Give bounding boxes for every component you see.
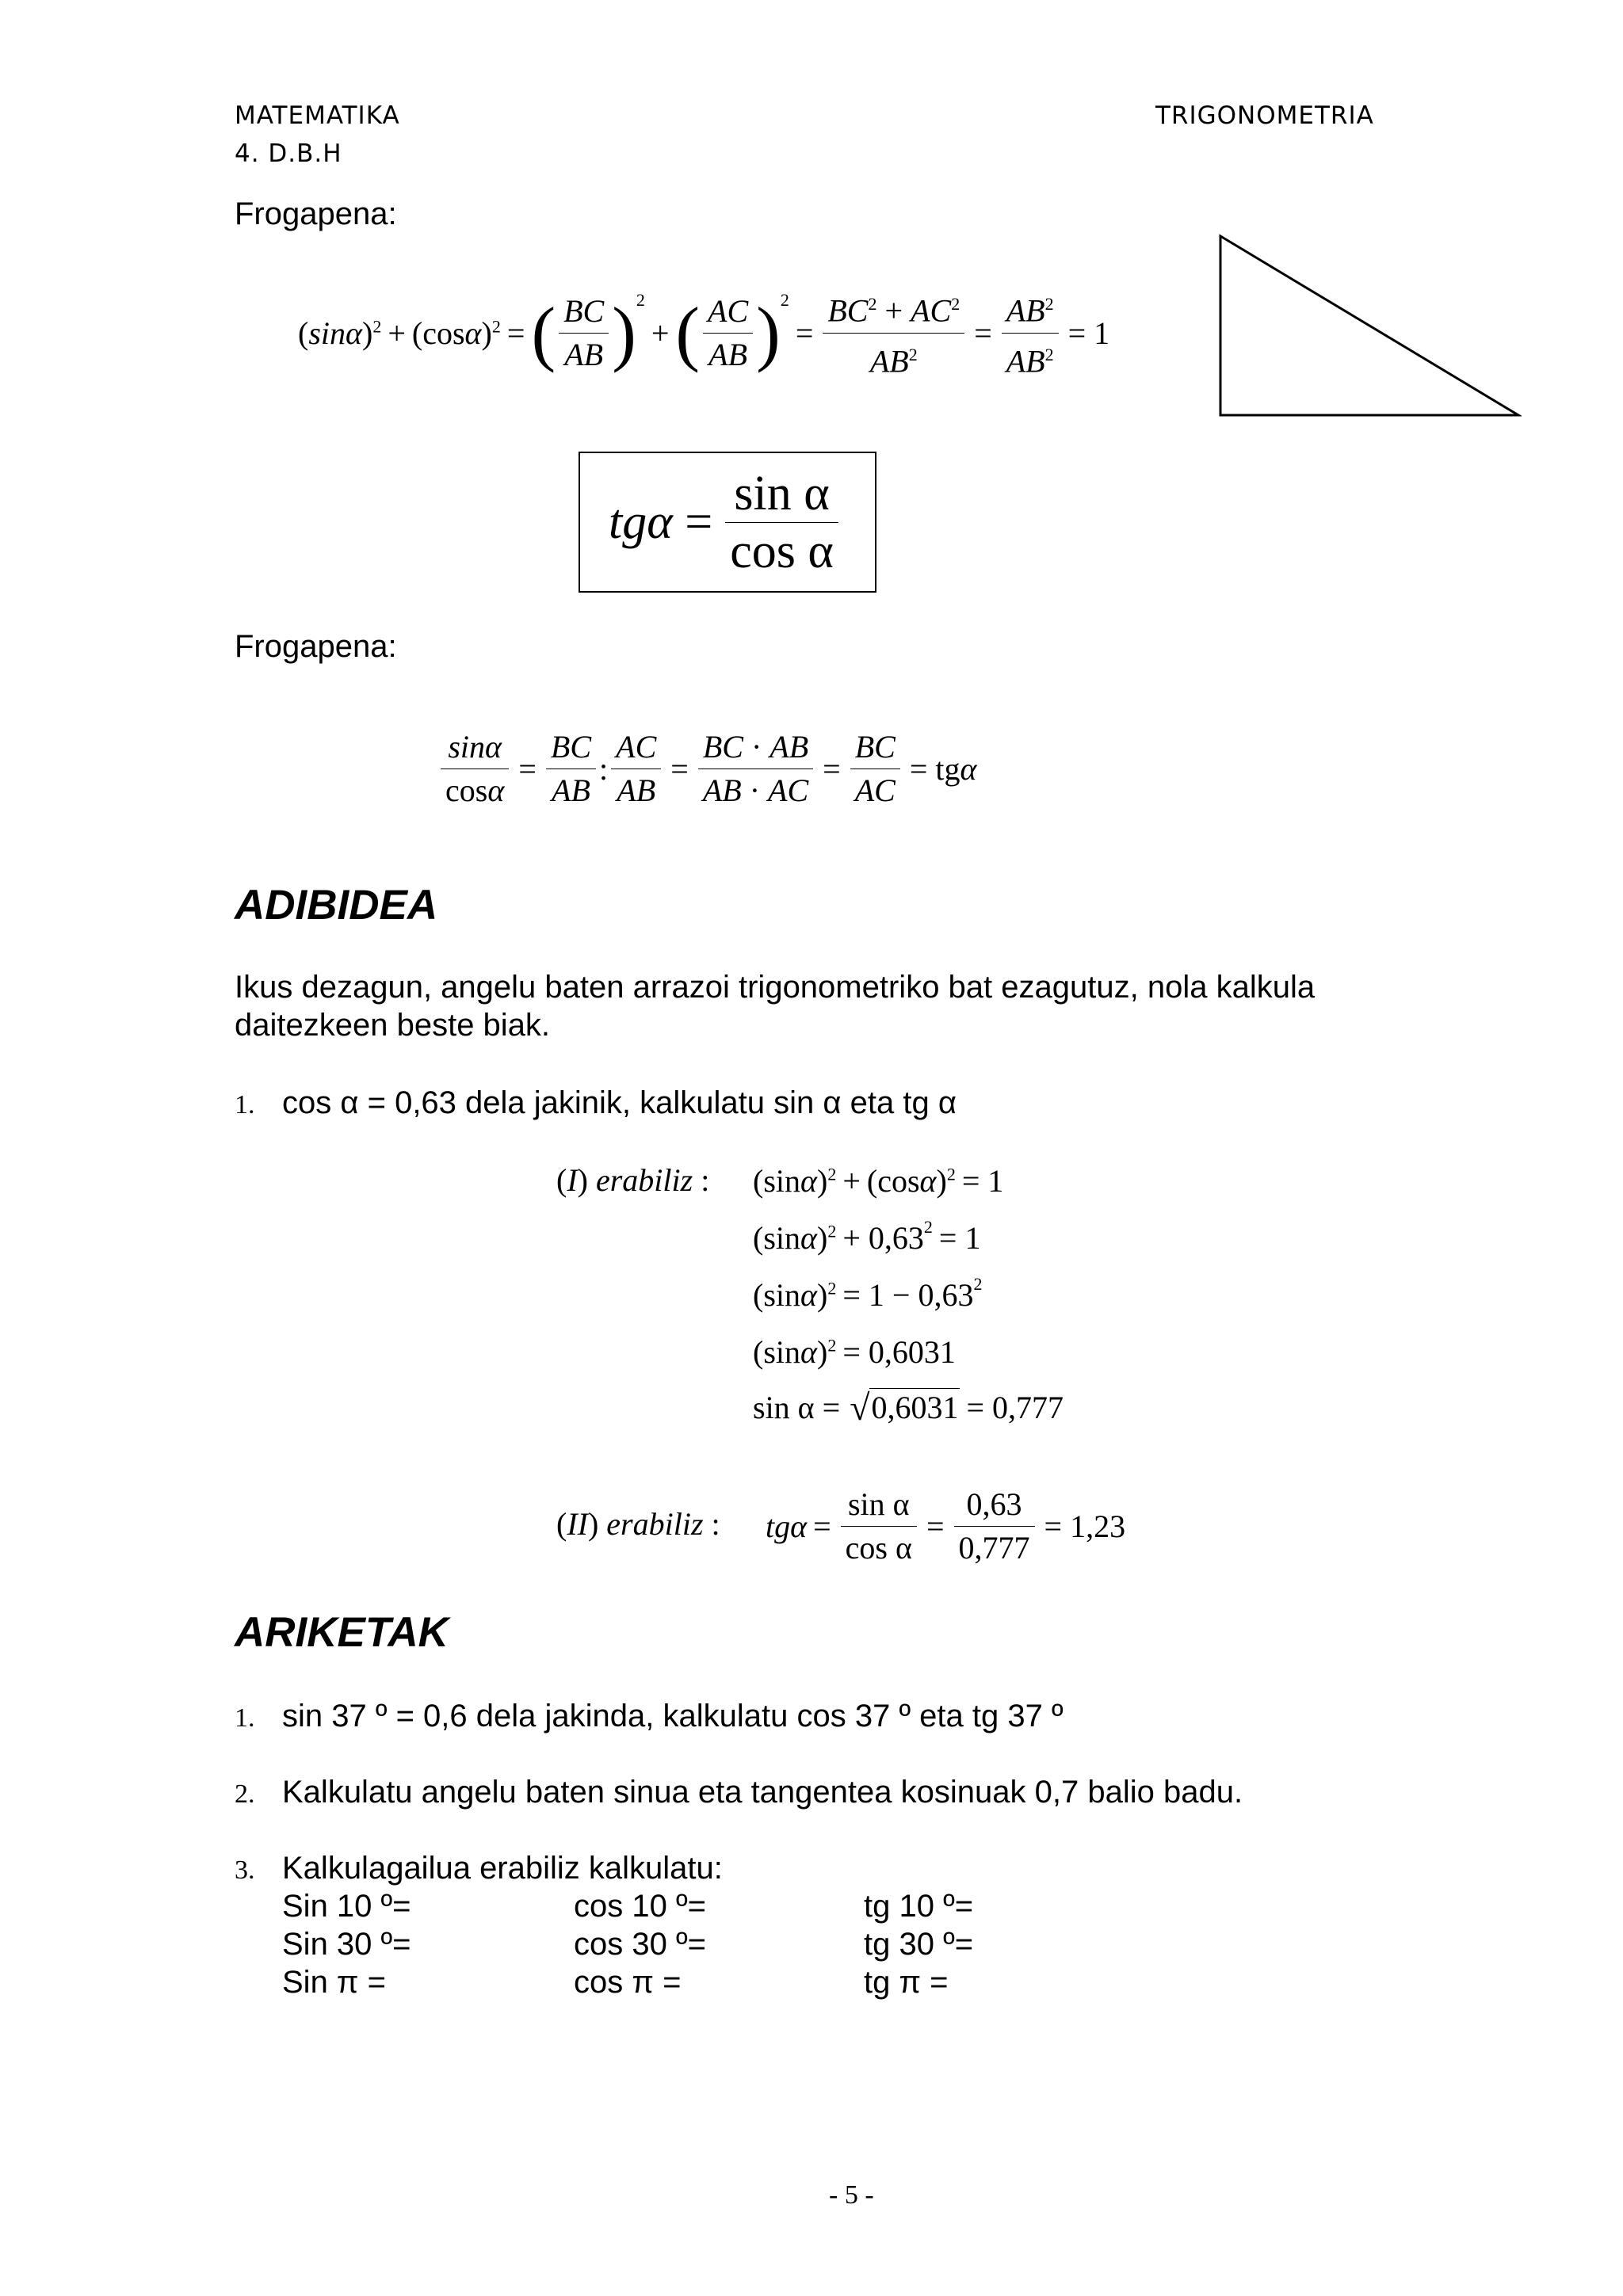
exercise-3-text: Kalkulagailua erabiliz kalkulatu: xyxy=(282,1851,723,1886)
header-subject: MATEMATIKA xyxy=(235,101,400,130)
step-5: sin α = √ 0,6031 = 0,777 xyxy=(753,1386,1064,1428)
exercises-heading: ARIKETAK xyxy=(235,1609,449,1656)
identity-formula-1: $(\sin\alpha)^2$ + $(\cos\alpha)^2$ = ( $\frac{BC}{AB}$ ) $^2$ + ( $\frac{AC}{AB}$ ) $^2$ = $\frac{BC^2 + AC^2}{AB^2}$ = $\frac{AB^2}{AB^2}$ = 1 xyxy=(298,285,1116,380)
tan-identity-den: cos α xyxy=(730,524,834,578)
step-3: $(\sin\alpha)^2$ = 1 − 0,63 $^2$ xyxy=(753,1274,983,1313)
calc-r1-c1: Sin 10 º= xyxy=(282,1889,411,1924)
header-topic: TRIGONOMETRIA xyxy=(1155,101,1374,130)
example-heading: ADIBIDEA xyxy=(235,882,438,929)
exercise-2-number: 2. xyxy=(235,1779,255,1809)
tan-identity-lhs: tgα = xyxy=(609,494,713,549)
calc-r3-c3: tg π = xyxy=(864,1965,949,2000)
calc-r2-c1: Sin 30 º= xyxy=(282,1927,411,1962)
tg-result-formula: tgα = $\frac{\text{sin α}}{\text{cos α}}$ = $\frac{0,63}{0,777}$ = 1,23 xyxy=(766,1478,1132,1573)
exercise-2-text: Kalkulatu angelu baten sinua eta tangentea kosinuak 0,7 balio badu. xyxy=(282,1775,1243,1810)
exercise-1-text: sin 37 º = 0,6 dela jakinda, kalkulatu cos 37 º eta tg 37 º xyxy=(282,1699,1064,1733)
example-item-number: 1. xyxy=(235,1090,255,1119)
step-2: $(\sin\alpha)^2$ + 0,63 $^2$ = 1 xyxy=(753,1217,981,1256)
tan-identity-box xyxy=(579,452,876,593)
exercise-1-number: 1. xyxy=(235,1703,255,1733)
tan-proof-formula: $\frac{\sin\alpha}{\cos\alpha}$ = $\frac{BC}{AB}$ : $\frac{AC}{AB}$ = $\frac{BC \cdot AB}{AB \cdot AC}$ = $\frac{BC}{AC}$ = tgα xyxy=(437,721,983,816)
example-item-text: cos α = 0,63 dela jakinik, kalkulatu sin α eta tg α xyxy=(282,1085,957,1120)
tan-identity-num: sin α xyxy=(725,465,838,523)
step-1-rhs: = 1 xyxy=(961,1162,1004,1199)
calc-r1-c2: cos 10 º= xyxy=(574,1889,706,1924)
step-4: $(\sin\alpha)^2$ = 0,6031 xyxy=(753,1333,956,1370)
exercise-3-number: 3. xyxy=(235,1855,255,1885)
step-1: $(\sin\alpha)^2$ + $(\cos\alpha)^2$ = 1 xyxy=(753,1162,1004,1199)
page-number: - 5 - xyxy=(829,2180,874,2210)
example-intro: Ikus dezagun, angelu baten arrazoi trigonometriko bat ezagutuz, nola kalkula daitezkeen beste biak. xyxy=(235,970,1316,1043)
using-I-label: (I) erabiliz : xyxy=(556,1162,710,1198)
calc-r2-c2: cos 30 º= xyxy=(574,1927,706,1962)
using-II-label: (II) erabiliz : xyxy=(556,1506,720,1542)
proof-label-2: Frogapena: xyxy=(235,629,397,664)
header-level: 4. D.B.H xyxy=(235,139,342,168)
calc-r2-c3: tg 30 º= xyxy=(864,1927,974,1962)
calc-r1-c3: tg 10 º= xyxy=(864,1889,974,1924)
calc-r3-c1: Sin π = xyxy=(282,1965,386,2000)
right-triangle-figure xyxy=(1217,233,1522,420)
proof-label-1: Frogapena: xyxy=(235,196,397,231)
calc-r3-c2: cos π = xyxy=(574,1965,682,2000)
